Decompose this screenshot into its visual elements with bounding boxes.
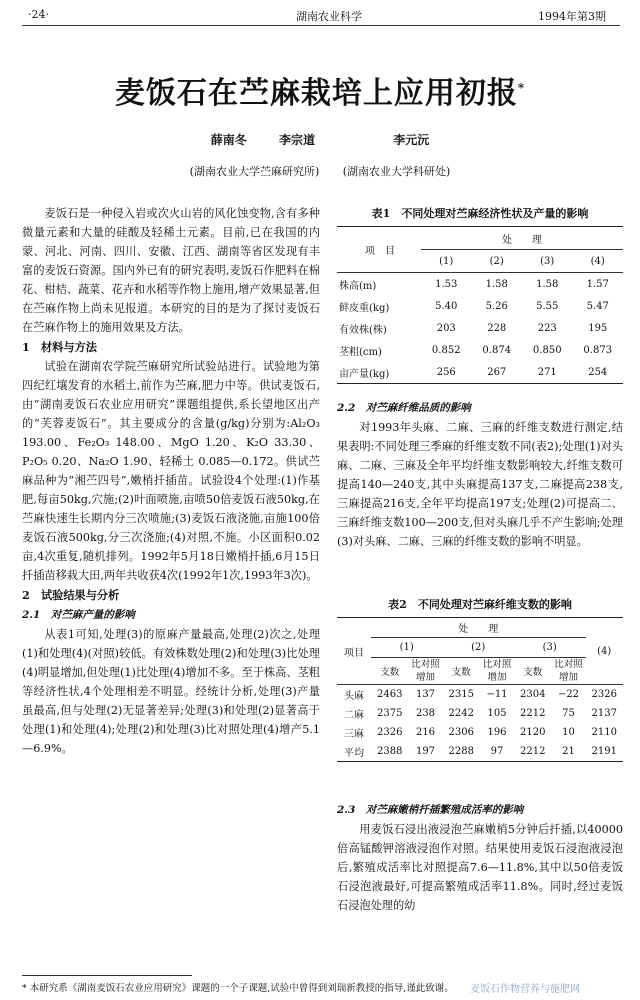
table-row: 鲜皮重(kg) 5.40 5.26 5.55 5.47 [339, 300, 609, 314]
fiber-paragraph: 对1993年头麻、二麻、三麻的纤维支数进行测定,结果表明:不同处理三季麻的纤维支数不同(表2);处理(1)对头麻、二麻、三麻及全年平均纤维支数影响较大,纤维支数可提高140—240支,其中头麻提高137支,二麻提高238支,三麻提高216支,全年平均提高197支;处理(2)可提高二、三麻纤维支数100—200支,但对头麻几乎不产生影响;处理(3)对头麻、二麻、三麻的纤维支数的影响不明显。 [337, 421, 623, 548]
cutting-paragraph: 用麦饭石浸出液浸泡苎麻嫩梢5分钟后扦插,以40000倍高锰酸钾溶液浸泡作对照。结果使用麦饭石浸泡液浸泡后,繁殖成活率比对照提高7.6—11.8%,其中以50倍麦饭石浸泡液最好,可提高繁殖成活率11.8%。同时,经过麦饭石浸泡处理的幼 [337, 823, 623, 912]
table2-treatment-header: (2) [443, 638, 515, 658]
table1 [337, 226, 623, 384]
footnote: * 本研究系《湖南麦饭石农业应用研究》课题的一个子课题,试验中曾得到刘瑞新教授的指导,谨此致谢。 [22, 983, 454, 994]
table2-group-header: 处 理 [371, 618, 586, 638]
results-paragraph: 从表1可知,处理(3)的原麻产量最高,处理(2)次之,处理(1)和处理(4)(对照)较低。有效株数处理(2)和处理(3)比处理(4)明显增加,但处理(1)比处理(4)增加不多。至于株高、茎粗等经济性状,4个处理相差不明显。经统计分析,处理(3)产量虽最高,但与处理(2)无显著差异;处理(3)和处理(2)显著高于处理(1)和处理(4);处理(2)和处理(3)比对照处理(4)增产5.1—6.9%。 [22, 628, 320, 755]
table2-col-header: (4) [586, 618, 624, 685]
authors [0, 131, 640, 148]
table-row: 二麻 2375 238 2242 105 2212 75 2137 [344, 708, 617, 721]
table2-treatment-header: (1) [371, 638, 443, 658]
table2-sub-header: 比对照增加 [409, 658, 443, 685]
journal-name: 湖南农业科学 [296, 10, 362, 23]
table2 [337, 617, 623, 762]
author: 薛南冬 [210, 133, 247, 147]
table2-sub-header: 比对照增加 [480, 658, 514, 685]
table2-item-header: 项目 [337, 618, 371, 685]
table1-col-header: (1) [421, 250, 472, 273]
table2-caption: 表2 不同处理对苎麻纤维支数的影响 [388, 598, 572, 611]
intro-paragraph: 麦饭石是一种侵入岩或次火山岩的风化蚀变物,含有多种微量元素和大量的硅酸及轻稀土元素。目前,已在我国的内蒙、河北、河南、四川、安徽、江西、湖南等省区发现有丰富的麦饭石资源。国内外已有的研究表明,麦饭石作肥料在棉花、柑桔、蔬菜、花卉和水稻等作物上施用,增产效果显著,但在苎麻作物上尚未见报道。本研究的目的是为了探讨麦饭石在苎麻作物上的施用效果及方法。 [22, 207, 320, 334]
table1-col-header: (2) [472, 250, 523, 273]
table2-sub-header: 支数 [371, 658, 409, 685]
table-row: 平均 2388 197 2288 97 2212 21 2191 [344, 746, 617, 759]
table2-sub-header: 比对照增加 [552, 658, 586, 685]
section-heading: 2 试验结果与分析 [22, 588, 120, 602]
table-row: 有效株(株) 203 228 223 195 [339, 322, 608, 336]
right-column-upper [337, 398, 623, 551]
author: 李元沅 [393, 133, 430, 147]
header-rule [22, 25, 620, 26]
table-row: 茎粗(cm) 0.852 0.874 0.850 0.873 [339, 344, 613, 358]
subsection-heading: 2.1 对苎麻产量的影响 [22, 609, 135, 621]
table1-col-header: (4) [573, 250, 624, 273]
page-number: ·24· [28, 8, 49, 21]
affiliation: (湖南农业大学苎麻研究所) [189, 165, 320, 178]
author: 李宗道 [278, 133, 315, 147]
footnote-rule [22, 975, 192, 976]
table-row: 亩产量(kg) 256 267 271 254 [339, 366, 608, 380]
subsection-heading: 2.2 对苎麻纤维品质的影响 [337, 402, 471, 414]
affiliation: (湖南农业大学科研处) [342, 165, 451, 178]
table-row: 头麻 2463 137 2315 −11 2304 −22 2326 [344, 689, 617, 702]
left-column [22, 204, 320, 758]
table-row: 株高(m) 1.53 1.58 1.58 1.57 [339, 278, 609, 292]
table1-col-header: (3) [522, 250, 573, 273]
section-heading: 1 材料与方法 [22, 340, 97, 354]
table2-sub-header: 支数 [443, 658, 481, 685]
article-title: 麦饭石在苎麻栽培上应用初报* [114, 76, 526, 111]
table2-treatment-header: (3) [514, 638, 586, 658]
right-column-lower [337, 800, 623, 915]
table-row: 三麻 2326 216 2306 196 2120 10 2110 [344, 727, 617, 740]
table1-caption: 表1 不同处理对苎麻经济性状及产量的影响 [371, 207, 589, 220]
issue-info: 1994年第3期 [538, 10, 606, 23]
title-footnote-mark: * [517, 81, 526, 95]
table2-sub-header: 支数 [514, 658, 552, 685]
table1-group-header: 处 理 [421, 227, 623, 250]
affiliations [0, 163, 640, 179]
methods-paragraph: 试验在湖南农学院苎麻研究所试验站进行。试验地为第四纪红壤发育的水稻土,前作为苎麻,肥力中等。供试麦饭石,由“湖南麦饭石农业应用研究”课题组提供,系长望地区出产的“芙蓉麦饭石”。其主要成分的含量(g/kg)分别为:Al₂O₃ 193.00、Fe₂O₃ 148.00、MgO 1.20、K₂O 33.30、P₂O₅ 0.20、Na₂O 1.90、轻稀土 0.085—0.172。供试苎麻品种为“湘苎四号”,嫩梢扦插苗。试验设4个处理:(1)作基肥,每亩50kg,穴施;(2)叶面喷施,亩喷50倍麦饭石液50kg,在苎麻快速生长期内分三次喷施;(3)麦饭石液浇施,亩施100倍麦饭石液500kg,分三次浇施;(4)对照,不施。小区面积0.02亩,4次重复,随机排列。1992年5月18日嫩梢扦插,6月15日扦插苗移栽大田,两年共收获4次(1992年1次,1993年3次)。 [22, 360, 320, 582]
watermark: 麦饭石作物营养与施肥网 [470, 984, 580, 995]
subsection-heading: 2.3 对苎麻嫩梢扦插繁殖成活率的影响 [337, 804, 524, 816]
table1-corner: 项 目 [337, 227, 421, 273]
